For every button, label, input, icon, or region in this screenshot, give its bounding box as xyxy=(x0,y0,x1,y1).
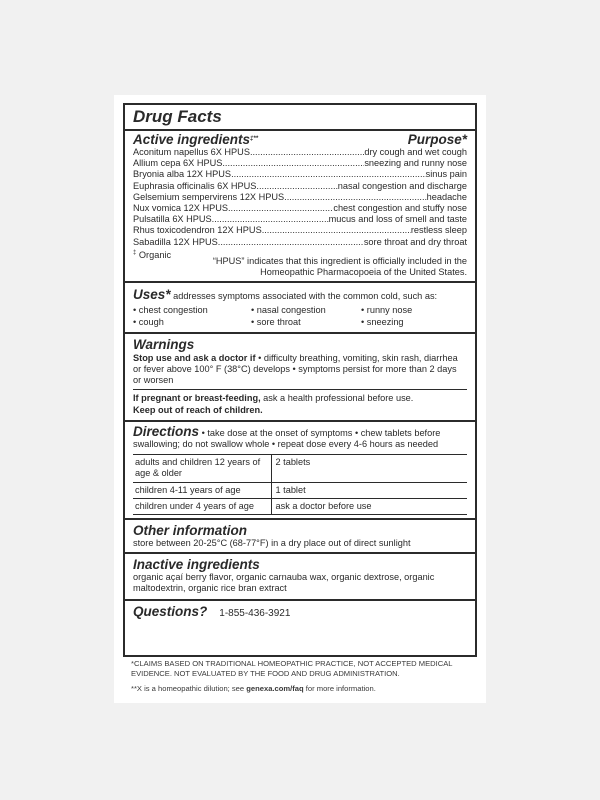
uses-bullet-list xyxy=(133,305,467,331)
dosage-row xyxy=(133,482,467,498)
active-ingredient-row xyxy=(133,214,467,225)
other-information-section xyxy=(125,518,475,552)
active-ingredients-section xyxy=(125,129,475,281)
uses-heading: Uses* xyxy=(133,287,171,303)
ingredient-name: Gelsemium sempervirens 12X HPUS xyxy=(133,191,285,202)
active-ingredient-row xyxy=(133,203,467,214)
dosage-amount: 2 tablets xyxy=(271,455,467,482)
dosage-table xyxy=(133,454,467,515)
leader-dots xyxy=(256,181,337,192)
other-information-heading: Other information xyxy=(133,523,247,539)
active-ingredient-row xyxy=(133,181,467,192)
ingredient-purpose: sneezing and runny nose xyxy=(364,158,467,169)
leader-dots xyxy=(218,237,364,248)
dosage-row xyxy=(133,455,467,482)
phone-number: 1-855-436-3921 xyxy=(219,607,291,619)
uses-bullet-item: • runny nose xyxy=(361,305,413,316)
ingredient-name: Rhus toxicodendron 12X HPUS xyxy=(133,225,262,236)
directions-section xyxy=(125,420,475,515)
active-ingredient-row xyxy=(133,147,467,158)
uses-bullet-item: • sore throat xyxy=(251,316,301,327)
inactive-ingredients-text: organic açaí berry flavor, organic carnauba wax, organic dextrose, organic maltodextrin, organic rice bran extract xyxy=(133,572,435,594)
directions-text: • take dose at the onset of symptoms • chew tablets before swallowing; do not swallow whole • repeat dose every 4-6 hours as needed xyxy=(133,427,441,450)
uses-text: addresses symptoms associated with the common cold, such as: xyxy=(173,291,438,302)
leader-dots xyxy=(212,214,329,225)
ingredient-purpose: sinus pain xyxy=(425,169,467,180)
leader-dots xyxy=(250,147,364,158)
leader-dots xyxy=(222,158,364,169)
active-ingredient-row xyxy=(133,169,467,180)
ingredient-purpose: mucus and loss of smell and taste xyxy=(328,214,467,225)
active-ingredient-row xyxy=(133,225,467,236)
ingredient-name: Sabadilla 12X HPUS xyxy=(133,236,218,247)
dosage-row xyxy=(133,498,467,514)
dosage-age-group: children under 4 years of age xyxy=(133,498,271,514)
dilution-note: **X is a homeopathic dilution; see genexa.com/faq for more information. xyxy=(131,683,376,693)
hpus-note: “HPUS” indicates that this ingredient is officially included in the Homeopathic Pharmacopoeia of the United States. xyxy=(212,255,467,278)
warnings-section xyxy=(125,332,475,420)
ingredient-purpose: restless sleep xyxy=(410,225,467,236)
faq-link[interactable]: genexa.com/faq xyxy=(246,683,304,693)
dosage-amount: 1 tablet xyxy=(271,482,467,498)
ingredient-purpose: dry cough and wet cough xyxy=(364,147,467,157)
claims-disclaimer: *CLAIMS BASED ON TRADITIONAL HOMEOPATHIC PRACTICE, NOT ACCEPTED MEDICAL EVIDENCE. NOT EVALUATED BY THE FOOD AND DRUG ADMINISTRATION. xyxy=(131,659,453,679)
ingredient-name: Nux vomica 12X HPUS xyxy=(133,203,228,214)
pregnancy-warning: If pregnant or breast-feeding, ask a health professional before use. xyxy=(133,393,414,404)
dosage-age-group: children 4-11 years of age xyxy=(133,482,271,498)
ingredient-purpose: chest congestion and stuffy nose xyxy=(333,203,467,214)
directions-heading: Directions xyxy=(133,423,200,439)
active-ingredients-heading: Active ingredients‡** xyxy=(133,132,259,147)
warnings-heading: Warnings xyxy=(133,336,195,352)
ingredient-purpose: nasal congestion and discharge xyxy=(337,180,467,191)
uses-bullet-item: • chest congestion xyxy=(133,305,208,316)
inactive-ingredients-section xyxy=(125,552,475,598)
uses-section xyxy=(125,281,475,332)
uses-bullet-item: • cough xyxy=(133,316,164,327)
leader-dots xyxy=(231,169,426,180)
organic-footnote: ‡ Organic xyxy=(133,249,172,260)
ingredient-name: Pulsatilla 6X HPUS xyxy=(133,214,212,225)
dosage-age-group: adults and children 12 years of age & older xyxy=(133,455,271,482)
leader-dots xyxy=(284,192,426,203)
keep-out-warning: Keep out of reach of children. xyxy=(133,404,263,415)
questions-section xyxy=(125,599,475,621)
leader-dots xyxy=(262,225,411,236)
drug-facts-panel xyxy=(123,103,477,657)
stop-use-warning: Stop use and ask a doctor if • difficulty breathing, vomiting, skin rash, diarrhea or fever above 100° F (38°C) develops • symptoms persist for more than 2 days or worsen xyxy=(133,352,458,386)
ingredient-name: Euphrasia officinalis 6X HPUS xyxy=(133,180,257,191)
drug-facts-title: Drug Facts xyxy=(133,107,222,126)
footnotes xyxy=(131,659,476,694)
dosage-amount: ask a doctor before use xyxy=(271,498,467,514)
ingredient-purpose: headache xyxy=(426,191,467,202)
storage-text: store between 20-25°C (68-77°F) in a dry place out of direct sunlight xyxy=(133,538,411,549)
questions-heading: Questions? xyxy=(133,603,208,619)
ingredient-name: Allium cepa 6X HPUS xyxy=(133,158,223,169)
ingredient-name: Aconitum napellus 6X HPUS xyxy=(133,147,250,157)
drug-facts-header xyxy=(125,105,475,129)
uses-bullet-item: • nasal congestion xyxy=(251,305,326,316)
leader-dots xyxy=(228,203,333,214)
purpose-heading: Purpose* xyxy=(407,132,467,147)
active-ingredient-row xyxy=(133,192,467,203)
active-ingredient-row xyxy=(133,158,467,169)
ingredient-purpose: sore throat and dry throat xyxy=(363,236,467,247)
uses-bullet-item: • sneezing xyxy=(361,316,404,327)
active-ingredient-row xyxy=(133,237,467,248)
active-ingredients-list xyxy=(133,147,467,248)
ingredient-name: Bryonia alba 12X HPUS xyxy=(133,169,232,180)
inactive-ingredients-heading: Inactive ingredients xyxy=(133,557,260,573)
